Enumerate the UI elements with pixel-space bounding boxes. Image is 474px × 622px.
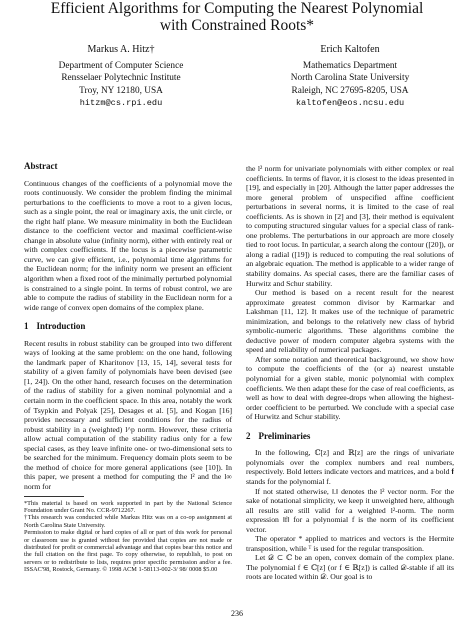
introduction-paragraph-2: Our method is based on a recent result for the nearest approximate greatest common divisor by Karmarkar and Lakshman [11, 12]. It makes use of the technique of parametric minimization, and belongs to the relatively new class of hybrid symbolic-numeric algorithms. These algorithms combine the deductive power of modern computer algebra systems with the speed and reliability of numerical packages. (246, 288, 454, 355)
preliminaries-paragraph-2: If not stated otherwise, ‖.‖ denotes the l² vector norm. For the sake of notational simplicity, we keep it unweighted here, although all results are still valid for a weighted l²-norm. The norm expression ‖f‖ for a polynomial f is the norm of its coefficient vector. (246, 486, 454, 534)
left-column (24, 162, 232, 574)
author-2-email[interactable]: kaltofen@eos.ncsu.edu (295, 98, 405, 109)
title-line-2: with Constrained Roots* (159, 17, 315, 34)
footnote-star: *This material is based on work supported in part by the National Science Foundation under Grant No. CCR-9712267. (24, 499, 232, 514)
preliminaries-number: 2 (246, 430, 251, 441)
paper-title (0, 0, 474, 34)
abstract-text: Continuous changes of the coefficients of a polynomial move the roots continuously. We consider the problem finding the minimal perturbations to the coefficients to move a root to a given locus, such as a single point, the real or imaginary axis, the unit circle, or the right half plane. We measure minimality in both the Euclidean distance to the coefficient vector and maximal coefficient-wise change in absolute value (infinity norm), either with entirely real or with complex coefficients. If the locus is a piecewise parametric curve, we can give efficient, i.e., polynomial time algorithms for the Euclidean norm; for the infinity norm we present an efficient algorithm when a fixed root of the minimally perturbed polynomial is constrained to a single point. In terms of robust control, we are able to compute the radius of stability in the Euclidean norm for a wide range of convex open domains of the complex plane. (24, 178, 232, 312)
introduction-heading (24, 322, 232, 332)
page-number: 236 (231, 609, 243, 618)
preliminaries-paragraph-4: Let 𝒟 ⊂ ℂ be an open, convex domain of the complex plane. The polynomial f ∈ ℂ[z] (or f ∈ ℝ[z]) is called 𝒟-stable if all its roots are located within 𝒟. Our goal is to (246, 553, 454, 582)
preliminaries-paragraph-3: The operator * applied to matrices and vectors is the Hermite transposition, while ᵀ is used for the regular transposition. (246, 534, 454, 553)
author-2-location: Raleigh, NC 27695-8205, USA (291, 85, 409, 96)
preliminaries-title: Preliminaries (258, 430, 311, 441)
footnote-rule (24, 496, 84, 497)
right-column (246, 164, 454, 582)
author-1-email[interactable]: hitzm@cs.rpi.edu (79, 98, 163, 109)
footnotes (24, 500, 232, 574)
introduction-number: 1 (24, 321, 29, 332)
author-2 (262, 44, 438, 110)
author-1-department: Department of Computer Science (58, 60, 184, 71)
preliminaries-heading (246, 432, 454, 442)
introduction-continued: the l² norm for univariate polynomials with either complex or real coefficients. In terms of flavor, it is closest to the ideas presented in [19], and especially in [20]. Although the latter paper addresses the more general problem of unspecified affine coefficient perturbations in several norms, it is limited to the case of real coefficients. As is shown in [2] and [3], their method is equivalent to computing structured singular values for a special class of rank-one problems. The perturbations in our approach are more closely tied to root locus. In particular, a search along the contour ([20]), or along a radial ([19]) is reduced to computing the real solutions of an algebraic equation. The method is applicable to a wider range of stability domains. As special cases, there are the familiar cases of Hurwitz and Schur stability. (246, 164, 454, 288)
author-2-institution: North Carolina State University (290, 73, 410, 84)
introduction-text: Recent results in robust stability can be grouped into two different ways of looking at the same problem: on the one hand, following the landmark paper of Kharitonov [13, 15, 14], several tests for stability of a given family of polynomials have been devised (see [1, 24]). On the other hand, research focuses on the determination of the radius of stability for a given nominal polynomial and a certain norm in the coefficient space. In this area, notably the work of Tsypkin and Polyak [25], Desages et al. [5], and Kogan [16] provides necessary and sufficient conditions for the radius of robust stability in a (weighted) l^p norm. However, these criteria allow actual computation of the stability radius only for a few special cases, as they leave infinite one- or two-dimensional sets to be searched for the minimum. Frequency domain plots seem to be the method of choice for more general applications (see [10]). In this paper, we present a method for computing the l² and the l∞ norm for (24, 338, 232, 491)
author-2-department: Mathematics Department (302, 60, 398, 71)
introduction-title: Introduction (36, 321, 86, 332)
abstract-heading: Abstract (24, 161, 58, 171)
author-1-location: Troy, NY 12180, USA (79, 85, 163, 96)
author-2-name: Erich Kaltofen (320, 44, 380, 55)
title-line-1: Efficient Algorithms for Computing the Nearest Polynomial (50, 0, 424, 17)
author-1-institution: Rensselaer Polytechnic Institute (61, 73, 181, 84)
preliminaries-paragraph-1: In the following, ℂ[z] and ℝ[z] are the rings of univariate polynomials over the complex numbers and real numbers, respectively. Bold letters indicate vectors and matrices, and a bold 𝐟 stands for the polynomial f. (246, 448, 454, 486)
permission-notice: Permission to make digital or hard copies of all or part of this work for personal or classroom use is granted without fee provided that copies are not made or distributed for profit or commercial advantage and that copies bear this notice and the full citation on the first page. To copy otherwise, to republish, to post on servers or to redistribute to lists, requires prior specific permission and/or a fee. ISSAC'98, Rostock, Germany. © 1998 ACM 1-58113-002-3/ 98/ 0008 $5.00 (24, 529, 232, 574)
footnote-dagger: †This research was conducted while Markus Hitz was on a co-op assignment at North Carolina State University. (24, 514, 232, 529)
author-1 (46, 44, 196, 110)
introduction-paragraph-3: After some notation and theoretical background, we show how to compute the coefficients of the (or a) nearest unstable polynomial for a given stable, monic polynomial with complex coefficients. We then adapt these for the case of real coefficients, as well as how to deal with degree-drops when allowing the highest-order coefficient to be perturbed. We conclude with a special case of Hurwitz and Schur stability. (246, 354, 454, 422)
author-1-name: Markus A. Hitz† (87, 44, 155, 55)
